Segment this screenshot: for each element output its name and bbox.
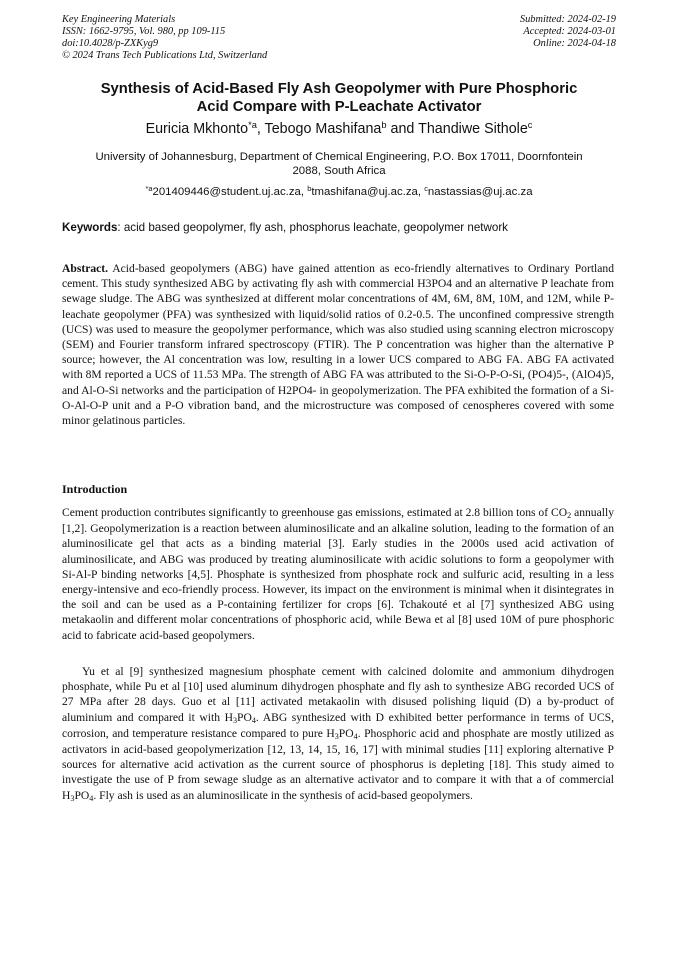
affiliation-line-1: University of Johannesburg, Department of Chemical Engineering, P.O. Box 17011, Doornfontein [95,151,583,163]
introduction-paragraph-2 [62,664,614,804]
journal-name: Key Engineering Materials [62,14,176,25]
affiliation [62,150,616,178]
copyright-line: © 2024 Trans Tech Publications Ltd, Switzerland [62,50,268,61]
author-2-mark: b [381,119,387,130]
author-emails [62,185,616,200]
abstract [62,261,614,428]
email-2-mark: b [307,183,312,193]
subscript: 3 [334,732,339,742]
paragraph-text: . Phosphoric acid and phosphate are mostly utilized as activators in acid-based geopolymerization [12, 13, 14, 15, 16, 17] with minimal studies [11] exploring alternative P sources for alternative acid activation as the current source of phosphorus is depleting [18]. This study aimed to investigate the use of P from sewage sludge as an alternative activator and to compare it with that a of commercial H [62,726,614,802]
paragraph-text: Cement production contributes significantly to greenhouse gas emissions, estimated at 2.8 billion tons of CO [62,506,568,519]
paragraph-text: . Fly ash is used as an aluminosilicate in the synthesis of acid-based geopolymers. [93,788,473,802]
author-1: Euricia Mkhonto [145,121,249,137]
subscript: 4 [89,794,94,804]
author-1-mark: *a [248,119,257,130]
dates-header [520,14,616,50]
keywords-label: Keywords [62,221,118,234]
title-line-2: Acid Compare with P-Leachate Activator [196,99,482,115]
email-2[interactable]: tmashifana@uj.ac.za, [311,186,425,198]
title-line-1: Synthesis of Acid-Based Fly Ash Geopolymer with Pure Phosphoric [100,81,578,97]
keywords [62,221,616,235]
abstract-text: Acid-based geopolymers (ABG) have gained attention as eco-friendly alternatives to Ordinary Portland cement. This study synthesized ABG by activating fly ash with commercial H3PO4 and an alternative P leachate from sewage sludge. The ABG was synthesized at different molar concentrations of 4M, 6M, 8M, 10M, and 12M, while P-leachate geopolymer (PFA) was synthesized with liquid/solid ratios of 0.2-0.5. The unconfined compressive strength (UCS) was used to measure the geopolymer performance, which was also studied using scanning electron microscopy (SEM) and Fourier transform infrared spectroscopy (FTIR). The P concentration was higher than the alternative P source; however, the Al concentration was low, resulting in a lower UCS compared to ABG FA. ABG FA activated with 8M reported a UCS of 11.53 MPa. The strength of ABG FA was attributed to the Si-O-P-O-Si, (PO4)5-, (AlO4)5, and Al-O-Si networks and the participation of H2PO4- in geopolymerization. The PFA exhibited the formation of a Si-O-Al-O-P unit and a P-O vibration band, and the microstructure was composed of cenospheres covered with some minor gelatinous particles. [62,262,614,428]
paragraph-text: PO [338,726,354,740]
subscript: 3 [70,794,75,804]
online-date: Online: 2024-04-18 [533,38,616,49]
author-list [62,120,616,139]
keywords-text: : acid based geopolymer, fly ash, phosphorus leachate, geopolymer network [117,221,508,234]
paragraph-text: PO [237,710,252,724]
paragraph-text: Yu et al [9] synthesized magnesium phosphate cement with calcined dolomite and ammonium dihydrogen phosphate, while Pu et al [10] used aluminum dihydrogen phosphate and fly ash to synthesize ABG recorded UCS of 27 MPa after 28 days. Guo et al [11] activated metakaolin with disused polishing liquid (D) a by-product of aluminium and compared it with H [62,665,614,724]
accepted-date: Accepted: 2024-03-01 [523,26,616,37]
email-1[interactable]: 201409446@student.uj.ac.za, [152,186,308,198]
paragraph-text: PO [74,788,90,802]
abstract-label: Abstract. [62,262,109,275]
journal-header [62,14,267,62]
doi-line[interactable]: doi:10.4028/p-ZXKyg9 [62,38,159,49]
subscript: 3 [232,716,238,726]
affiliation-line-2: 2088, South Africa [292,165,386,177]
paper-title [62,80,616,116]
paragraph-text: . ABG synthesized with D exhibited better performance in terms of UCS, corrosion, and temperature resistance compared to pure H [62,710,614,740]
email-3[interactable]: nastassias@uj.ac.za [427,186,533,198]
email-1-mark: *a [145,183,153,193]
issn-line: ISSN: 1662-9795, Vol. 980, pp 109-115 [62,26,226,37]
author-separator-1: , [256,121,265,137]
email-3-mark: c [424,183,428,193]
author-2: Tebogo Mashifana [264,121,382,137]
subscript: 2 [567,511,572,521]
subscript: 4 [353,732,358,742]
submitted-date: Submitted: 2024-02-19 [519,14,616,25]
author-3: Thandiwe Sithole [418,121,528,137]
author-separator-2: and [386,121,419,137]
author-3-mark: c [527,119,533,130]
paragraph-text: annually [1,2]. Geopolymerization is a reaction between aluminosilicate and an alkaline solution, leading to the formation of an aluminosilicate gel that acts as a binding material [3]. Early studies in the 2000s used acid activation of aluminosilicate, and ABG was produced by treating aluminosilicate with acidic solutions to form a geopolymer with Si-Al-P binding networks [4,5]. Phosphate is synthesized from phosphate rock and sulfuric acid, resulting in a less energy-intensive and eco-friendly process. However, its impact on the environment is minimal when it disintegrates in the soil and can be used as a P-containing fertilizer for crops [6]. Tchakouté et al [7] synthesized ABG using metakaolin and different molar concentrations of phosphoric acid, while Bewa et al [8] used 10M of pure phosphoric acid to fabricate acid-based geopolymers. [62,506,614,642]
introduction-heading: Introduction [62,482,128,496]
subscript: 4 [251,716,256,726]
introduction-paragraph-1 [62,505,614,643]
